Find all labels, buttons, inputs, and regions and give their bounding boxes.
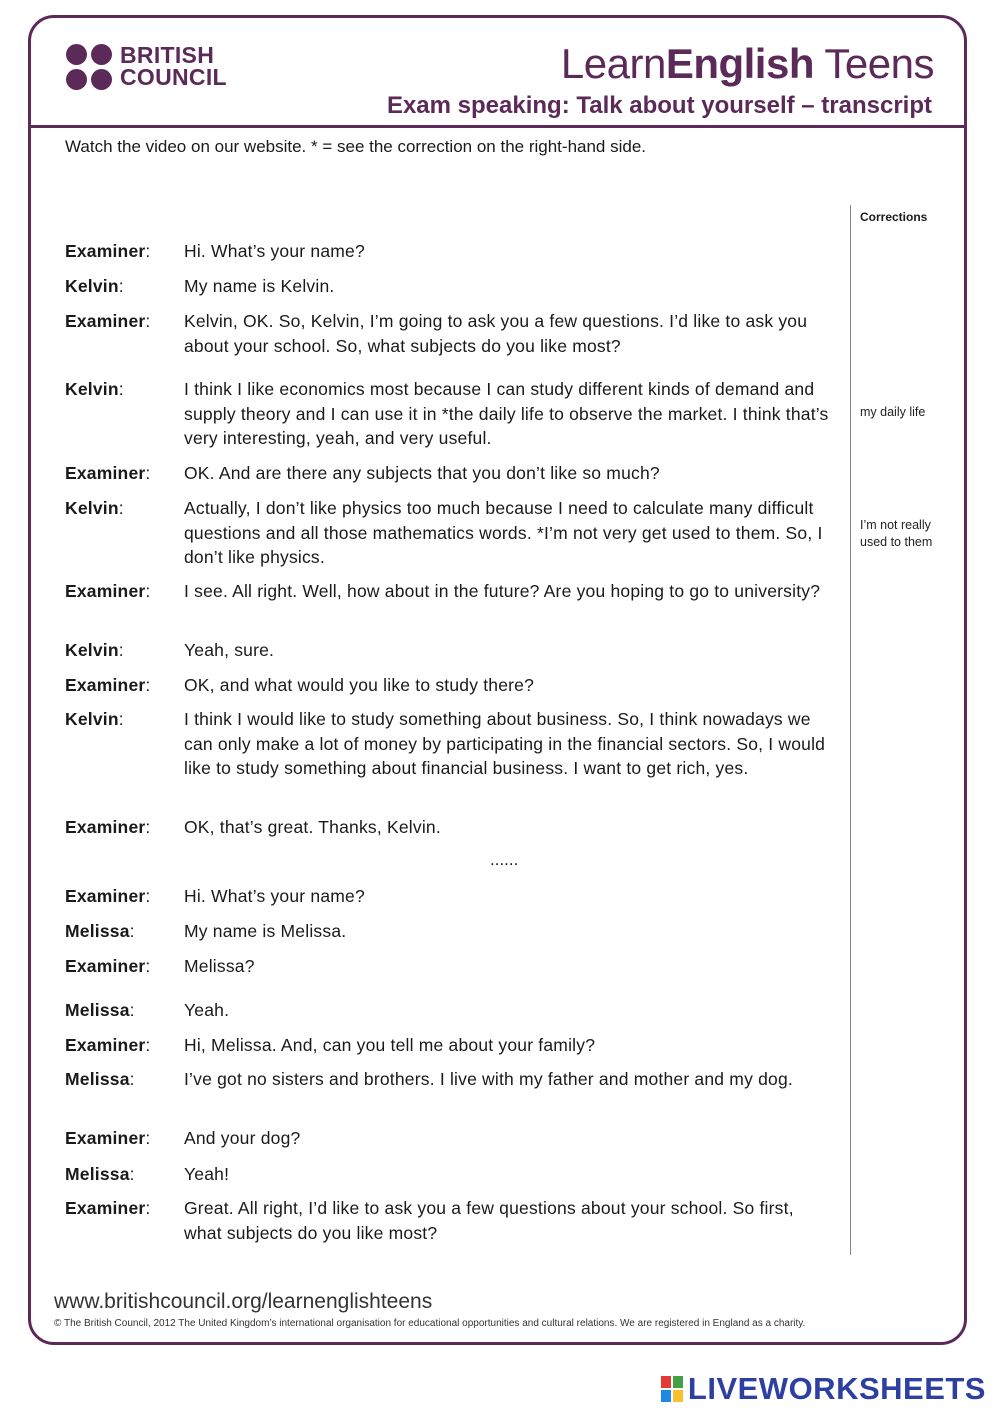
utterance-text: OK. And are there any subjects that you don’t like so much? bbox=[184, 463, 660, 483]
speaker-label: Examiner: bbox=[65, 1128, 151, 1148]
utterance-text: Yeah, sure. bbox=[184, 640, 275, 660]
speaker-label: Examiner: bbox=[65, 463, 151, 483]
transcript-turn bbox=[65, 884, 835, 909]
transcript-turn bbox=[65, 579, 835, 604]
transcript-turn bbox=[65, 309, 835, 358]
transcript-turn bbox=[65, 1126, 835, 1151]
utterance-text: Actually, I don’t like physics too much because I need to calculate many difficult questions and all those mathematics words. *I’m not very get used to them. So, I don’t like physics. bbox=[184, 498, 823, 567]
learnenglish-teens-logo: LearnEnglish Teens bbox=[560, 40, 934, 87]
transcript-turn bbox=[65, 954, 835, 979]
speaker-label: Kelvin: bbox=[65, 379, 124, 399]
transcript-turn bbox=[65, 998, 835, 1023]
speaker-label: Examiner: bbox=[65, 1198, 151, 1218]
speaker-label: Examiner: bbox=[65, 581, 151, 601]
correction-note: my daily life bbox=[860, 405, 926, 419]
transcript-turn bbox=[65, 377, 835, 451]
speaker-label: Melissa: bbox=[65, 1069, 135, 1089]
utterance-text: I’ve got no sisters and brothers. I live with my father and mother and my dog. bbox=[184, 1069, 793, 1089]
transcript-turn bbox=[65, 1162, 835, 1187]
utterance-text: Yeah. bbox=[184, 1000, 230, 1020]
utterance-text: Melissa? bbox=[184, 956, 255, 976]
transcript-turn bbox=[65, 919, 835, 944]
section-separator: ...... bbox=[490, 850, 519, 869]
corrections-column-divider bbox=[850, 205, 851, 1255]
transcript-turn bbox=[65, 239, 835, 264]
utterance-text: Hi. What’s your name? bbox=[184, 886, 365, 906]
transcript-turn bbox=[65, 815, 835, 840]
transcript-turn bbox=[65, 496, 835, 570]
speaker-label: Kelvin: bbox=[65, 640, 124, 660]
utterance-text: OK, that’s great. Thanks, Kelvin. bbox=[184, 817, 441, 837]
utterance-text: OK, and what would you like to study there? bbox=[184, 675, 535, 695]
utterance-text: Hi, Melissa. And, can you tell me about your family? bbox=[184, 1035, 596, 1055]
speaker-label: Examiner: bbox=[65, 311, 151, 331]
corrections-header: Corrections bbox=[860, 210, 928, 224]
speaker-label: Kelvin: bbox=[65, 709, 124, 729]
transcript-turn bbox=[65, 707, 835, 781]
utterance-text: Yeah! bbox=[184, 1164, 230, 1184]
utterance-text: Great. All right, I’d like to ask you a few questions about your school. So first, what subjects do you like most? bbox=[184, 1198, 794, 1243]
speaker-label: Examiner: bbox=[65, 817, 151, 837]
document-title: Exam speaking: Talk about yourself – transcript bbox=[386, 92, 932, 119]
utterance-text: I think I would like to study something about business. So, I think nowadays we can only make a lot of money by participating in the financial sectors. So, I would like to study something about financial business. I want to get rich, yes. bbox=[184, 709, 826, 778]
utterance-text: Hi. What’s your name? bbox=[184, 241, 365, 261]
transcript-turn bbox=[65, 638, 835, 663]
speaker-label: Melissa: bbox=[65, 1164, 135, 1184]
transcript-turn bbox=[65, 673, 835, 698]
speaker-label: Examiner: bbox=[65, 241, 151, 261]
transcript-turn bbox=[65, 1067, 835, 1092]
speaker-label: Examiner: bbox=[65, 956, 151, 976]
liveworksheets-blocks-icon bbox=[661, 1376, 685, 1402]
british-council-logo bbox=[66, 44, 236, 94]
footer-copyright: © The British Council, 2012 The United Kingdom’s international organisation for educational opportunities and cultural relations. We are registered in England as a charity. bbox=[54, 1318, 806, 1329]
utterance-text: I see. All right. Well, how about in the future? Are you hoping to go to university? bbox=[184, 581, 821, 601]
correction-note: I’m not really used to them bbox=[860, 518, 933, 549]
british-council-wordmark: BRITISH COUNCIL bbox=[120, 42, 227, 90]
speaker-label: Melissa: bbox=[65, 1000, 135, 1020]
utterance-text: Kelvin, OK. So, Kelvin, I’m going to ask you a few questions. I’d like to ask you about your school. So, what subjects do you like most? bbox=[184, 311, 808, 356]
speaker-label: Examiner: bbox=[65, 675, 151, 695]
transcript-turn bbox=[65, 1196, 835, 1245]
liveworksheets-logo bbox=[661, 1372, 986, 1406]
speaker-label: Examiner: bbox=[65, 886, 151, 906]
transcript-turn bbox=[65, 1033, 835, 1058]
speaker-label: Kelvin: bbox=[65, 276, 124, 296]
utterance-text: My name is Kelvin. bbox=[184, 276, 335, 296]
speaker-label: Examiner: bbox=[65, 1035, 151, 1055]
utterance-text: My name is Melissa. bbox=[184, 921, 347, 941]
footer-url[interactable]: www.britishcouncil.org/learnenglishteens bbox=[54, 1290, 433, 1313]
speaker-label: Melissa: bbox=[65, 921, 135, 941]
utterance-text: And your dog? bbox=[184, 1128, 301, 1148]
transcript-turn bbox=[65, 274, 835, 299]
british-council-dots-icon bbox=[66, 44, 116, 94]
header-divider bbox=[28, 125, 967, 128]
speaker-label: Kelvin: bbox=[65, 498, 124, 518]
utterance-text: I think I like economics most because I can study different kinds of demand and supply theory and I can use it in *the daily life to observe the market. I think that’s very interesting, yeah, and very useful. bbox=[184, 379, 829, 448]
intro-text: Watch the video on our website. * = see the correction on the right-hand side. bbox=[65, 137, 647, 156]
liveworksheets-wordmark: LIVEWORKSHEETS bbox=[687, 1371, 986, 1406]
transcript-turn bbox=[65, 461, 835, 486]
